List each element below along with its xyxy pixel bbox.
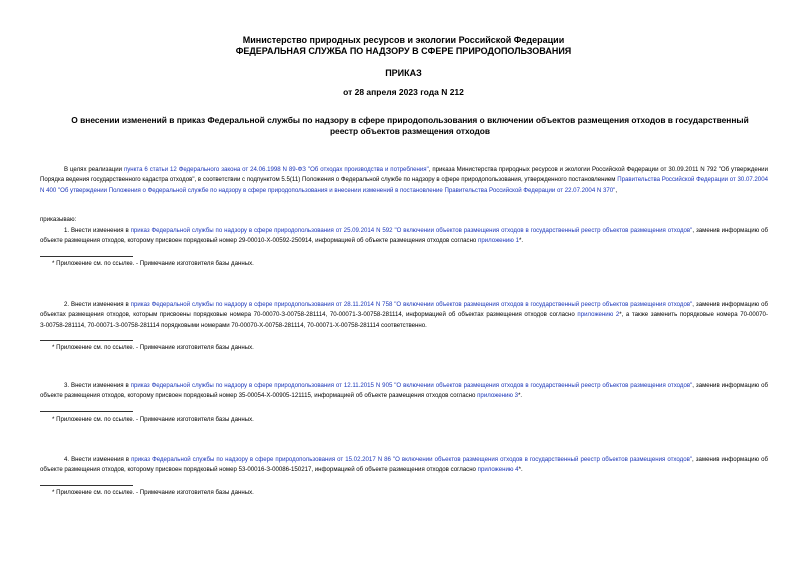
service-name: ФЕДЕРАЛЬНАЯ СЛУЖБА ПО НАДЗОРУ В СФЕРЕ ПРИРОДОПОЛЬЗОВАНИЯ	[235, 46, 572, 56]
item-text: *.	[518, 466, 523, 474]
appendix-1-link[interactable]: приложению 1	[478, 237, 519, 245]
footnote-divider	[40, 411, 133, 412]
item-1-paragraph	[40, 226, 768, 247]
item-text: 2. Внести изменения в	[64, 301, 131, 308]
preamble-text: ,	[615, 186, 618, 194]
ministry-name: Министерство природных ресурсов и экологии Российской Федерации	[242, 35, 565, 45]
footnote-2: * Приложение см. по ссылке. - Примечание изготовителя базы данных.	[52, 344, 254, 351]
item-text: *, а также заменить порядковые номера 70-00070-З-00758-281114, 70-00071-З-00758-281114 порядковыми номерами 70-00070-Х-00758-281114, 70-00071-Х-00758-281114 соответственно.	[40, 311, 768, 329]
preamble-paragraph	[40, 165, 768, 196]
order-905-link[interactable]: приказ Федеральной службы по надзору в сфере природопользования от 12.11.2015 N 905 "О включении объектов размещения отходов в государственный реестр объектов размещения отходов"	[130, 382, 693, 389]
preamble-text: В целях реализации	[64, 166, 124, 173]
order-758-link[interactable]: приказ Федеральной службы по надзору в сфере природопользования от 28.11.2014 N 758 "О включении объектов размещения отходов в государственный реестр объектов размещения отходов"	[130, 301, 693, 308]
government-resolution-link[interactable]: Правительства Российской Федерации от 30.07.2004 N 400 "Об утверждении Положения о Федеральной службе по надзору в сфере природопользования и внесении изменений в постановление Правительства Российской Федерации от 22.07.2004 N 370"	[40, 176, 768, 194]
item-text: *.	[518, 237, 524, 245]
appendix-4-link[interactable]: приложению 4	[477, 466, 519, 474]
item-text: , заменив информацию об объекте размещения отходов, которому присвоен порядковый номер 35-00054-Х-00905-121115, информацией об объекте размещения отходов согласно	[40, 382, 769, 400]
item-text: , заменив информацию об объекте размещения отходов, которому присвоен порядковый номер 29-00010-Х-00592-250914, информацией об объекте размещения отходов согласно	[40, 227, 769, 245]
item-4-paragraph	[40, 455, 768, 476]
document-date: от 28 апреля 2023 года N 212	[343, 87, 464, 97]
item-text: 3. Внести изменения в	[64, 382, 131, 389]
footnote-divider	[40, 340, 133, 341]
order-word: приказываю:	[40, 216, 77, 223]
appendix-2-link[interactable]: приложению 2	[577, 311, 620, 319]
footnote-4: * Приложение см. по ссылке. - Примечание изготовителя базы данных.	[52, 489, 254, 496]
item-2-paragraph	[40, 300, 768, 331]
item-text: *.	[518, 392, 523, 400]
document-type: ПРИКАЗ	[385, 68, 422, 78]
footnote-1: * Приложение см. по ссылке. - Примечание изготовителя базы данных.	[52, 260, 254, 267]
footnote-divider	[40, 256, 133, 257]
order-86-link[interactable]: приказ Федеральной службы по надзору в сфере природопользования от 15.02.2017 N 86 "О включении объектов размещения отходов в государственный реестр объектов размещения отходов"	[131, 456, 692, 463]
appendix-3-link[interactable]: приложению 3	[477, 392, 519, 400]
item-text: , заменив информацию об объектах размещения отходов, которым присвоены порядковые номера 70-00070-З-00758-281114, 70-00071-З-00758-281114, информацией об объектах размещения отходов согласно	[40, 301, 769, 319]
footnote-3: * Приложение см. по ссылке. - Примечание изготовителя базы данных.	[52, 416, 254, 423]
order-592-link[interactable]: приказ Федеральной службы по надзору в сфере природопользования от 25.09.2014 N 592 "О включении объектов размещения отходов в государственный реестр объектов размещения отходов"	[130, 227, 693, 234]
federal-law-link[interactable]: пункта 6 статьи 12 Федерального закона от 24.06.1998 N 89-ФЗ "Об отходах производства и потребления"	[123, 166, 429, 173]
item-text: , заменив информацию об объекте размещения отходов, которому присвоен порядковый номер 53-00016-З-00086-150217, информацией об объекте размещения отходов согласно	[40, 456, 768, 474]
document-title: О внесении изменений в приказ Федеральной службы по надзору в сфере природопользования о включении объектов размещения отходов в государственный реестр объектов размещения отходов	[71, 115, 749, 136]
footnote-divider	[40, 485, 133, 486]
preamble-text: , приказа Министерства природных ресурсов и экологии Российской Федерации от 30.09.2011 N 792 "Об утверждении Порядка ведения государственного кадастра отходов", в соответствии с подпунктом 5.5(11) Положения о Федеральной службе по надзору в сфере природопользования, утвержденного постановлением	[40, 166, 768, 184]
item-3-paragraph	[40, 381, 768, 402]
item-text: 4. Внести изменения в	[64, 456, 132, 463]
item-text: 1. Внести изменения в	[64, 227, 131, 234]
